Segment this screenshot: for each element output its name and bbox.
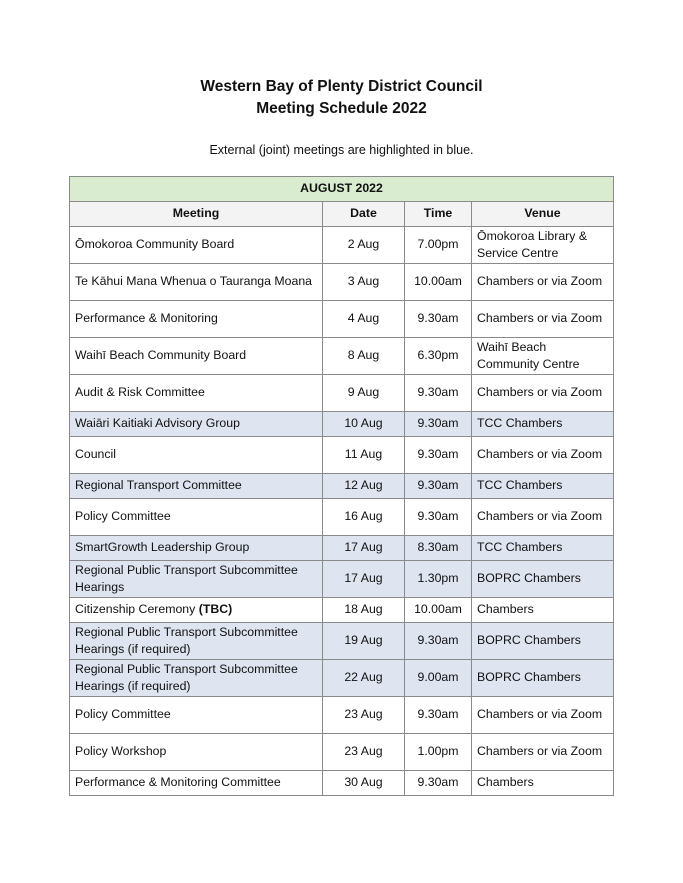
date-cell: 18 Aug: [323, 598, 405, 623]
venue-cell: Chambers: [472, 598, 614, 623]
time-cell: 10.00am: [405, 598, 472, 623]
table-row: [70, 598, 614, 623]
meeting-cell: Policy Committee: [70, 697, 323, 734]
time-cell: 9.30am: [405, 437, 472, 474]
table-row: [70, 734, 614, 771]
meeting-cell: [70, 598, 323, 623]
month-header-row: [70, 177, 614, 202]
meeting-cell: Performance & Monitoring: [70, 301, 323, 338]
venue-cell: Waihī Beach Community Centre: [472, 338, 614, 375]
venue-cell: Ōmokoroa Library & Service Centre: [472, 227, 614, 264]
date-cell: 3 Aug: [323, 264, 405, 301]
table-row: [70, 437, 614, 474]
time-cell: 1.30pm: [405, 561, 472, 598]
meeting-cell: Policy Committee: [70, 499, 323, 536]
month-heading: AUGUST 2022: [70, 177, 614, 202]
meeting-cell: Regional Public Transport Subcommittee Hearings: [70, 561, 323, 598]
table-row: [70, 264, 614, 301]
date-cell: 30 Aug: [323, 771, 405, 796]
meeting-cell: Regional Public Transport Subcommittee Hearings (if required): [70, 623, 323, 660]
table-row: [70, 771, 614, 796]
date-cell: 22 Aug: [323, 660, 405, 697]
time-cell: 9.30am: [405, 623, 472, 660]
council-name: Western Bay of Plenty District Council: [200, 78, 483, 95]
column-header-row: [70, 202, 614, 227]
table-row: [70, 338, 614, 375]
venue-cell: TCC Chambers: [472, 412, 614, 437]
time-cell: 9.30am: [405, 301, 472, 338]
time-cell: 10.00am: [405, 264, 472, 301]
time-cell: 9.30am: [405, 375, 472, 412]
meeting-cell: Regional Public Transport Subcommittee Hearings (if required): [70, 660, 323, 697]
time-cell: 9.30am: [405, 474, 472, 499]
time-cell: 1.00pm: [405, 734, 472, 771]
table-row-joint: [70, 474, 614, 499]
date-cell: 9 Aug: [323, 375, 405, 412]
column-header-time: Time: [405, 202, 472, 227]
date-cell: 2 Aug: [323, 227, 405, 264]
table-row-joint: [70, 536, 614, 561]
schedule-body: [70, 227, 614, 796]
highlight-note: External (joint) meetings are highlighted in blue.: [209, 143, 474, 157]
table-row: [70, 697, 614, 734]
meeting-cell: Te Kāhui Mana Whenua o Tauranga Moana: [70, 264, 323, 301]
table-row-joint: [70, 623, 614, 660]
meeting-cell: Regional Transport Committee: [70, 474, 323, 499]
venue-cell: TCC Chambers: [472, 474, 614, 499]
tbc-marker: (TBC): [198, 602, 233, 617]
time-cell: 8.30am: [405, 536, 472, 561]
venue-cell: BOPRC Chambers: [472, 623, 614, 660]
schedule-title: Meeting Schedule 2022: [256, 100, 427, 117]
column-header-date: Date: [323, 202, 405, 227]
date-cell: 8 Aug: [323, 338, 405, 375]
time-cell: 9.00am: [405, 660, 472, 697]
date-cell: 10 Aug: [323, 412, 405, 437]
date-cell: 23 Aug: [323, 734, 405, 771]
venue-cell: Chambers or via Zoom: [472, 375, 614, 412]
meeting-cell: Waihī Beach Community Board: [70, 338, 323, 375]
table-row-joint: [70, 660, 614, 697]
meeting-name: Citizenship Ceremony: [75, 602, 196, 617]
time-cell: 9.30am: [405, 499, 472, 536]
date-cell: 12 Aug: [323, 474, 405, 499]
meeting-cell: Council: [70, 437, 323, 474]
date-cell: 16 Aug: [323, 499, 405, 536]
meeting-cell: Performance & Monitoring Committee: [70, 771, 323, 796]
venue-cell: BOPRC Chambers: [472, 660, 614, 697]
time-cell: 9.30am: [405, 697, 472, 734]
table-row-joint: [70, 561, 614, 598]
table-row: [70, 375, 614, 412]
venue-cell: Chambers or via Zoom: [472, 301, 614, 338]
venue-cell: Chambers or via Zoom: [472, 734, 614, 771]
meeting-cell: Waiāri Kaitiaki Advisory Group: [70, 412, 323, 437]
column-header-meeting: Meeting: [70, 202, 323, 227]
date-cell: 19 Aug: [323, 623, 405, 660]
meeting-schedule-table: [69, 176, 614, 796]
venue-cell: BOPRC Chambers: [472, 561, 614, 598]
date-cell: 11 Aug: [323, 437, 405, 474]
venue-cell: Chambers or via Zoom: [472, 437, 614, 474]
time-cell: 9.30am: [405, 771, 472, 796]
venue-cell: Chambers or via Zoom: [472, 264, 614, 301]
table-row: [70, 499, 614, 536]
table-row: [70, 301, 614, 338]
meeting-cell: Policy Workshop: [70, 734, 323, 771]
table-row: [70, 227, 614, 264]
venue-cell: TCC Chambers: [472, 536, 614, 561]
venue-cell: Chambers: [472, 771, 614, 796]
time-cell: 6.30pm: [405, 338, 472, 375]
column-header-venue: Venue: [472, 202, 614, 227]
date-cell: 17 Aug: [323, 536, 405, 561]
meeting-cell: Ōmokoroa Community Board: [70, 227, 323, 264]
date-cell: 17 Aug: [323, 561, 405, 598]
date-cell: 23 Aug: [323, 697, 405, 734]
document-title: [0, 76, 683, 120]
date-cell: 4 Aug: [323, 301, 405, 338]
table-row-joint: [70, 412, 614, 437]
venue-cell: Chambers or via Zoom: [472, 499, 614, 536]
time-cell: 7.00pm: [405, 227, 472, 264]
meeting-cell: SmartGrowth Leadership Group: [70, 536, 323, 561]
meeting-cell: Audit & Risk Committee: [70, 375, 323, 412]
time-cell: 9.30am: [405, 412, 472, 437]
venue-cell: Chambers or via Zoom: [472, 697, 614, 734]
